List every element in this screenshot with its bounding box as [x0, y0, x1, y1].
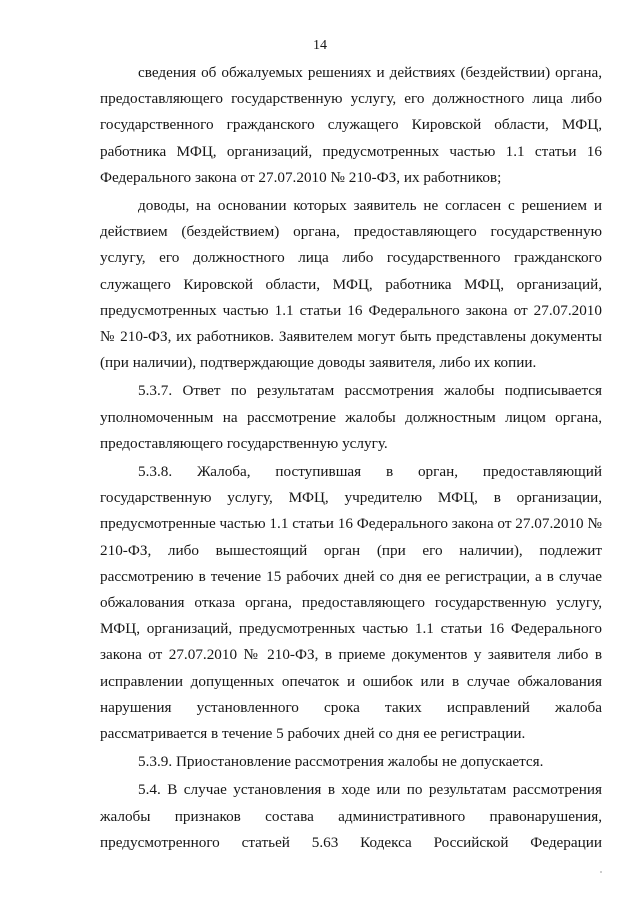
paragraph-applicant-arguments: доводы, на основании которых заявитель не согласен с решением и действием (бездействием) органа, предоставляющего государственную услугу, его должностного лица либо государственного гражданского служащего Кировской области, МФЦ, работника МФЦ, организаций, предусмотренных частью 1.1 статьи 16 Федерального закона от 27.07.2010 № 210-ФЗ, их работников. Заявителем могут быть представлены документы (при наличии), подтверждающие доводы заявителя, либо их копии.	[100, 197, 602, 372]
document-body	[100, 60, 602, 858]
paragraph-5-3-7: 5.3.7. Ответ по результатам рассмотрения жалобы подписывается уполномоченным на рассмотрение жалобы должностным лицом органа, предоставляющего государственную услугу.	[100, 382, 602, 452]
paragraph-5-3-9: 5.3.9. Приостановление рассмотрения жалобы не допускается.	[138, 753, 544, 771]
paragraph-appealed-decisions: сведения об обжалуемых решениях и действиях (бездействии) органа, предоставляющего государственную услугу, его должностного лица либо государственного гражданского служащего Кировской области, МФЦ, работника МФЦ, организаций, предусмотренных частью 1.1 статьи 16 Федерального закона от 27.07.2010 № 210-ФЗ, их работников;	[100, 64, 602, 186]
paragraph-5-3-8: 5.3.8. Жалоба, поступившая в орган, предоставляющий государственную услугу, МФЦ, учредителю МФЦ, в организации, предусмотренные частью 1.1 статьи 16 Федерального закона от 27.07.2010 № 210-ФЗ, либо вышестоящий орган (при его наличии), подлежит рассмотрению в течение 15 рабочих дней со дня ее регистрации, а в случае обжалования отказа органа, предоставляющего государственную услугу, МФЦ, организаций, предусмотренных частью 1.1 статьи 16 Федерального закона от 27.07.2010 № 210-ФЗ, в приеме документов у заявителя либо в исправлении допущенных опечаток и ошибок или в случае обжалования нарушения установленного срока таких исправлений жалоба рассматривается в течение 5 рабочих дней со дня ее регистрации.	[100, 463, 602, 743]
page-number: 14	[313, 38, 327, 53]
scan-speck	[600, 871, 602, 873]
paragraph-5-4: 5.4. В случае установления в ходе или по результатам рассмотрения жалобы признаков состава административного правонарушения, предусмотренного статьей 5.63 Кодекса Российской Федерации	[100, 781, 602, 851]
